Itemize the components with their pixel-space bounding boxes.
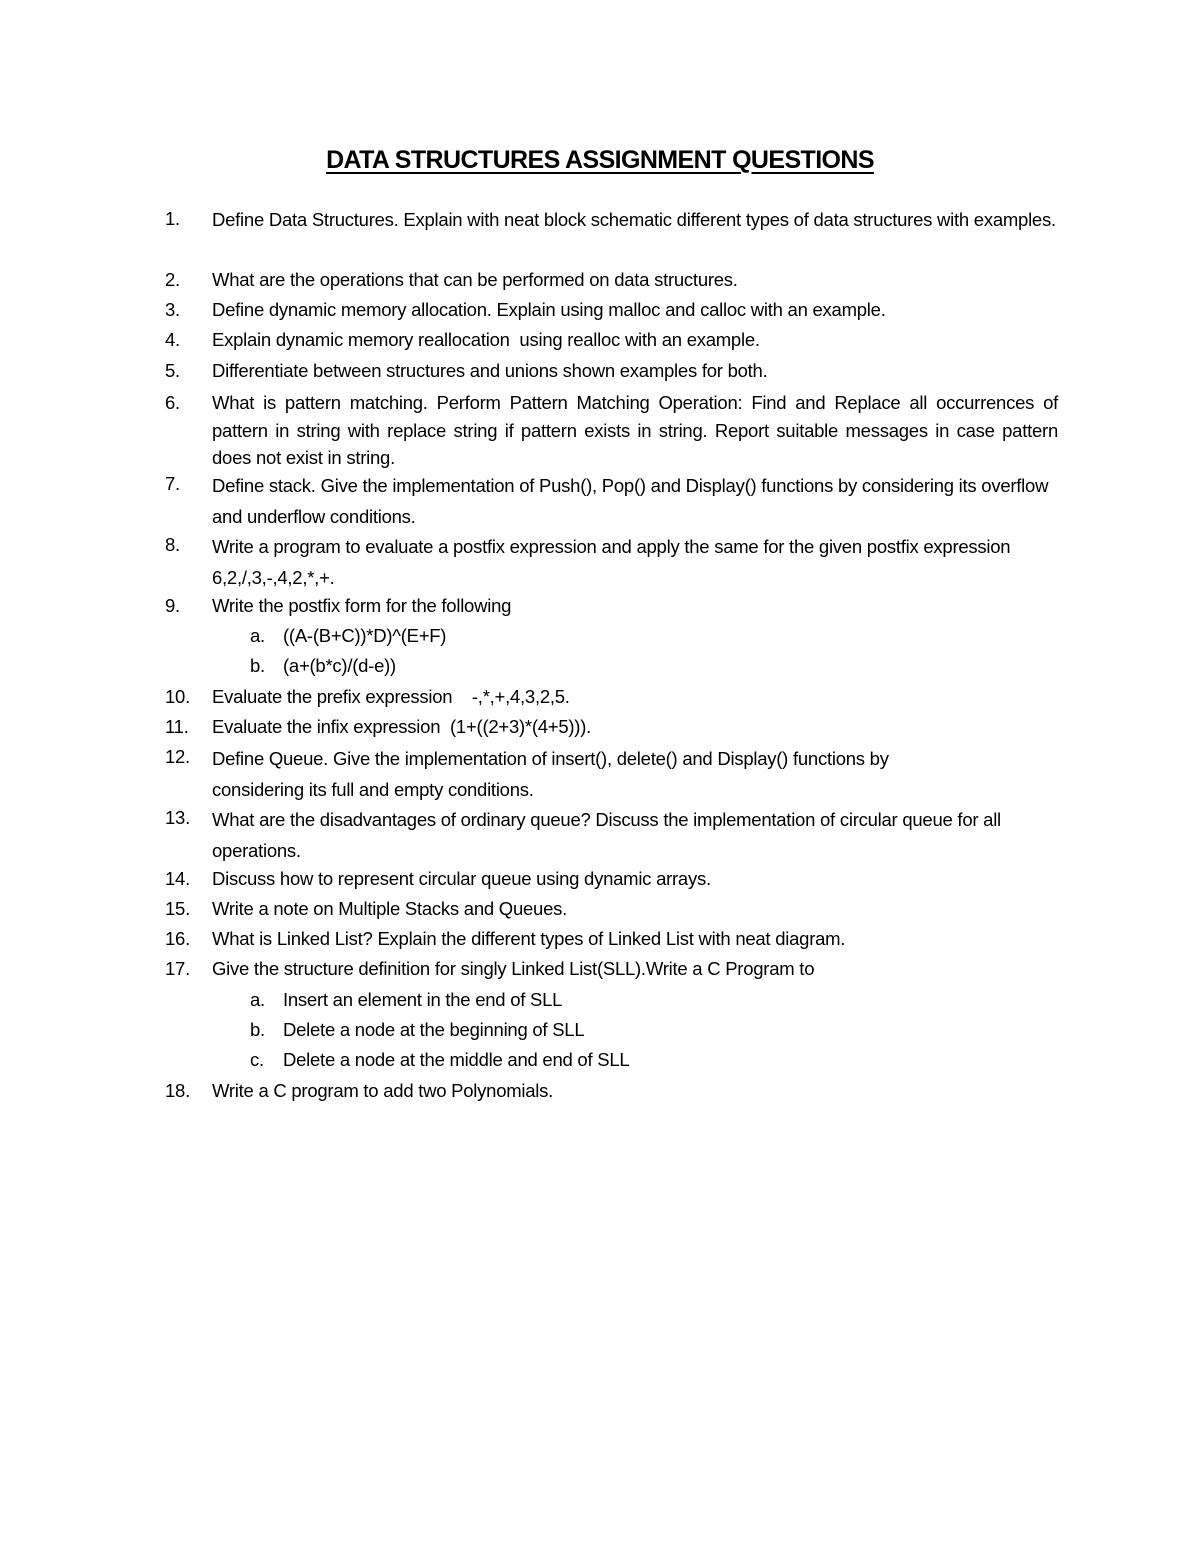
question-number: 8. — [165, 534, 180, 555]
question-text: Define Queue. Give the implementation of insert(), delete() and Display() functions by considering its full and empty conditions. — [212, 748, 889, 800]
sub-question-text: Insert an element in the end of SLL — [283, 989, 563, 1010]
question-text: Give the structure definition for singly Linked List(SLL).Write a C Program to — [212, 958, 815, 979]
sub-question-letter: a. — [250, 625, 265, 646]
question-text: What are the operations that can be performed on data structures. — [212, 269, 738, 290]
question-text: What is pattern matching. Perform Pattern Matching Operation: Find and Replace all occurrences of pattern in string with replace string if pattern exists in string. Report suitable messages in case pattern does not exist in string. — [212, 392, 1058, 468]
question-text: Define Data Structures. Explain with neat block schematic different types of data structures with examples. — [212, 209, 1056, 230]
question-number: 11. — [165, 716, 189, 737]
question-number: 4. — [165, 329, 180, 350]
question-text: Write a C program to add two Polynomials. — [212, 1080, 554, 1101]
sub-question-letter: b. — [250, 1019, 265, 1040]
question-text: Evaluate the infix expression (1+((2+3)*(4+5))). — [212, 716, 592, 737]
question-text: Discuss how to represent circular queue using dynamic arrays. — [212, 868, 711, 889]
question-number: 15. — [165, 898, 190, 919]
question-text: Write a note on Multiple Stacks and Queues. — [212, 898, 567, 919]
question-text: What is Linked List? Explain the different types of Linked List with neat diagram. — [212, 928, 846, 949]
question-number: 13. — [165, 807, 190, 828]
question-number: 10. — [165, 686, 190, 707]
question-number: 3. — [165, 299, 180, 320]
question-text: What are the disadvantages of ordinary queue? Discuss the implementation of circular queue for all operations. — [212, 809, 1001, 861]
question-text: Define dynamic memory allocation. Explain using malloc and calloc with an example. — [212, 299, 886, 320]
sub-question-letter: c. — [250, 1049, 264, 1070]
sub-question-text: Delete a node at the beginning of SLL — [283, 1019, 585, 1040]
question-text: Write the postfix form for the following — [212, 595, 512, 616]
question-number: 7. — [165, 473, 180, 494]
question-number: 2. — [165, 269, 180, 290]
question-text: Differentiate between structures and unions shown examples for both. — [212, 360, 768, 381]
question-number: 17. — [165, 958, 190, 979]
question-text: Explain dynamic memory reallocation using realloc with an example. — [212, 329, 760, 350]
question-number: 9. — [165, 595, 180, 616]
question-number: 6. — [165, 392, 180, 413]
sub-question-letter: b. — [250, 655, 265, 676]
sub-question-text: Delete a node at the middle and end of SLL — [283, 1049, 630, 1070]
question-text: Evaluate the prefix expression -,*,+,4,3,2,5. — [212, 686, 570, 707]
question-text: Write a program to evaluate a postfix expression and apply the same for the given postfix expression 6,2,/,3,-,4,2,*,+. — [212, 536, 1011, 588]
document-title: DATA STRUCTURES ASSIGNMENT QUESTIONS — [326, 146, 874, 174]
sub-question-text: (a+(b*c)/(d-e)) — [283, 655, 396, 676]
question-number: 5. — [165, 360, 180, 381]
question-number: 18. — [165, 1080, 190, 1101]
sub-question-letter: a. — [250, 989, 265, 1010]
sub-question-text: ((A-(B+C))*D)^(E+F) — [283, 625, 447, 646]
question-text: Define stack. Give the implementation of Push(), Pop() and Display() functions by considering its overflow and underflow conditions. — [212, 475, 1049, 527]
question-number: 14. — [165, 868, 190, 889]
question-number: 1. — [165, 208, 180, 229]
question-number: 16. — [165, 928, 190, 949]
question-number: 12. — [165, 746, 190, 767]
